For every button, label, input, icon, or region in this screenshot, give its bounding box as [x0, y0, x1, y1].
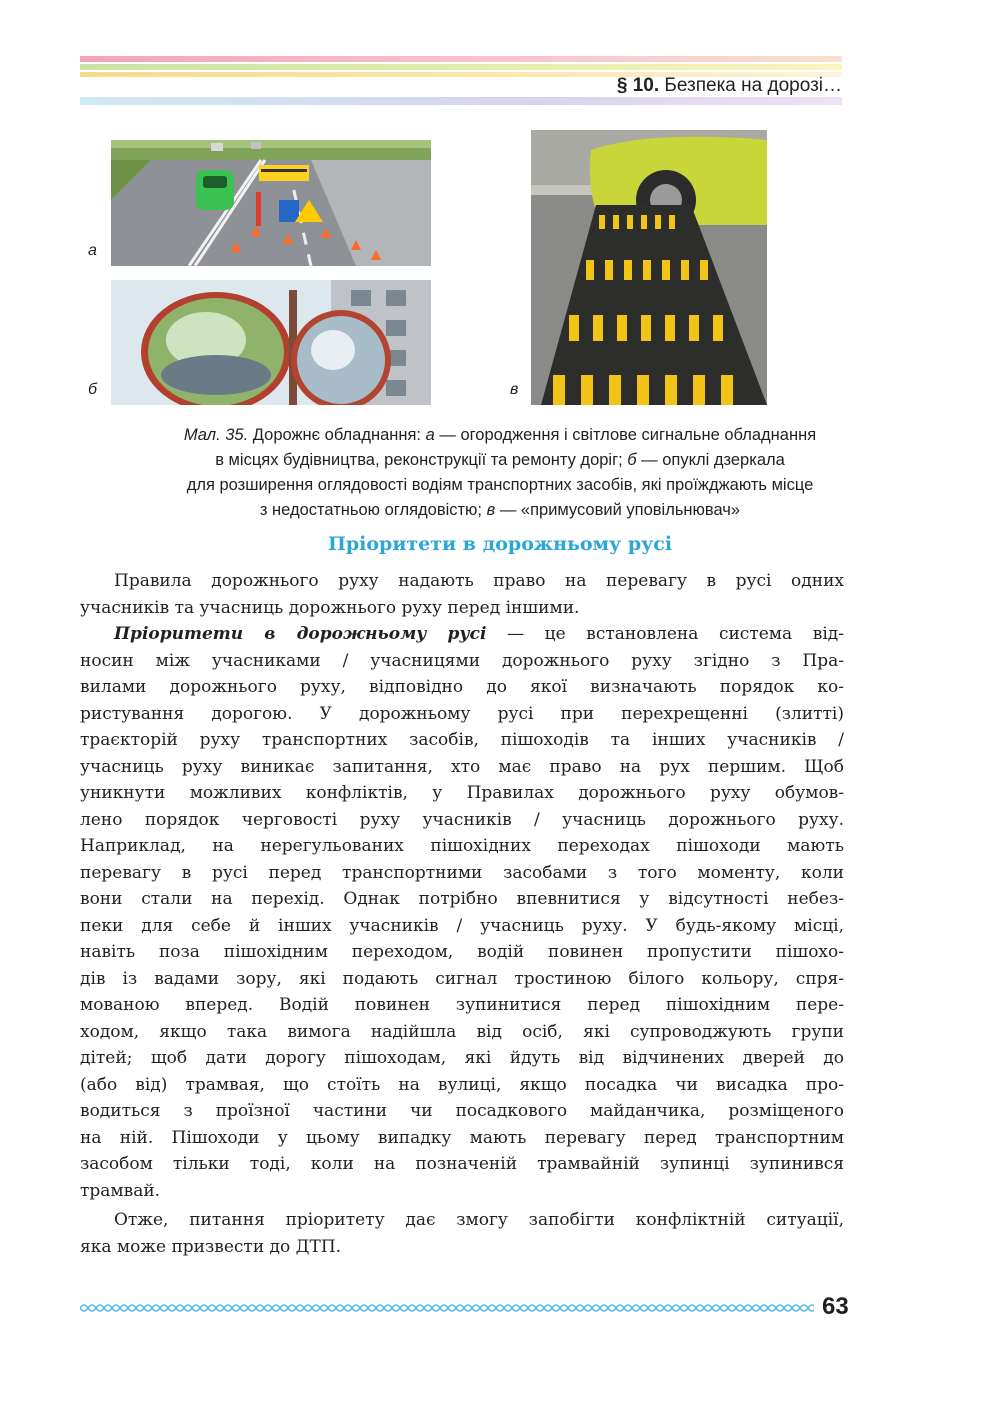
- footer-wave-ornament: [80, 1300, 814, 1316]
- text-line: уникнути можливих конфліктів, у Правилах дорожнього руху обумов-: [80, 783, 844, 803]
- caption-line: в місцях будівництва, реконструкції та ремонту доріг; б — опуклі дзеркала: [215, 451, 785, 469]
- figure-label-b: б: [88, 381, 97, 398]
- photo-convex-mirrors: [111, 280, 431, 405]
- caption-line: Мал. 35. Дорожнє обладнання: а — огородження і світлове сигнальне обладнання: [183, 426, 817, 444]
- text-line: Наприклад, на нерегульованих пішохідних переходах пішоходи мають: [80, 836, 844, 856]
- paragraph-2: [80, 621, 844, 1204]
- page-number: 63: [822, 1293, 849, 1320]
- text-line: Отже, питання пріоритету дає змогу запобігти конфліктній ситуації,: [114, 1210, 844, 1230]
- road-works-illustration: [111, 140, 431, 266]
- figure-label-a: а: [88, 242, 97, 259]
- header-stripe-blue: [80, 97, 842, 105]
- text-line: учасниць руху виникає запитання, хто має право на рух першим. Щоб: [80, 756, 844, 777]
- convex-mirror-illustration: [111, 280, 431, 405]
- figure-label-v: в: [510, 381, 519, 398]
- text-line: перевагу в русі перед транспортними засобами з того моменту, коли: [80, 862, 844, 883]
- text-line: носин між учасниками / учасницями дорожнього руху згідно з Пра-: [80, 650, 844, 671]
- header-stripe-green: [80, 64, 842, 70]
- text-line: Пріоритети в дорожньому русі — це встановлена система від-: [114, 624, 844, 644]
- text-line: траєкторій руху транспортних засобів, пішоходів та інших учасників /: [80, 730, 844, 750]
- caption-prefix: Мал. 35.: [183, 426, 249, 444]
- text-line: дітей; щоб дати дорогу пішоходам, які йдуть від відчинених дверей до: [80, 1048, 844, 1068]
- text-line: засобом тільки тоді, коли на позначеній трамвайній зупинці зупинився: [80, 1154, 844, 1174]
- text-line: дів із вадами зору, які подають сигнал тростиною білого кольору, спря-: [80, 968, 844, 989]
- section-heading: Пріоритети в дорожньому русі: [327, 533, 673, 555]
- running-header: [617, 75, 842, 97]
- text-line: учасників та учасниць дорожнього руху перед іншими.: [80, 597, 580, 618]
- section-number: § 10.: [616, 75, 660, 96]
- text-line: водиться з проїзної частини чи посадкового майданчика, розміщеного: [80, 1101, 844, 1121]
- text-line: яка може призвести до ДТП.: [80, 1236, 342, 1257]
- text-line: мованою вперед. Водій повинен зупинитися перед пішохідним пере-: [80, 995, 844, 1015]
- text-line: трамвай.: [80, 1180, 161, 1201]
- text-line: (або від) трамвая, що стоїть на вулиці, якщо посадка чи висадка про-: [80, 1074, 844, 1095]
- text-line: лено порядок черговості руху учасників / учасниць дорожнього руху.: [80, 809, 844, 830]
- text-line: навіть поза пішохідним переходом, водій повинен пропустити пішохо-: [80, 942, 844, 962]
- text-line: пеки для себе й інших учасників / учасниць руху. У будь-якому місці,: [80, 915, 844, 936]
- photo-road-works: [111, 140, 431, 266]
- section-title: Безпека на дорозі…: [664, 75, 842, 96]
- photo-speed-bump: [531, 130, 767, 405]
- defined-term: Пріоритети в дорожньому русі: [114, 624, 487, 644]
- speed-bump-illustration: [531, 130, 767, 405]
- paragraph-3: [80, 1207, 844, 1260]
- caption-line: з недостатньою оглядовістю; в — «примусовий уповільнювач»: [259, 501, 741, 519]
- text-line: на ній. Пішоходи у цьому випадку мають перевагу перед транспортним: [80, 1127, 844, 1148]
- paragraph-1: [80, 568, 844, 621]
- figure-caption: [80, 423, 920, 523]
- text-line: ристування дорогою. У дорожньому русі при перехрещенні (злитті): [80, 703, 844, 724]
- text-line: ходом, якщо така вимога надійшла від осіб, які супроводжують групи: [80, 1021, 844, 1042]
- header-stripe-pink: [80, 56, 842, 62]
- text-line: вилами дорожнього руху, відповідно до якої визначають порядок ко-: [80, 677, 844, 697]
- caption-line: для розширення оглядовості водіям транспортних засобів, які проїжджають місце: [186, 476, 814, 494]
- text-line: вони стали на перехід. Однак потрібно впевнитися у відсутності небез-: [80, 889, 844, 909]
- text-line: Правила дорожнього руху надають право на перевагу в русі одних: [114, 571, 844, 591]
